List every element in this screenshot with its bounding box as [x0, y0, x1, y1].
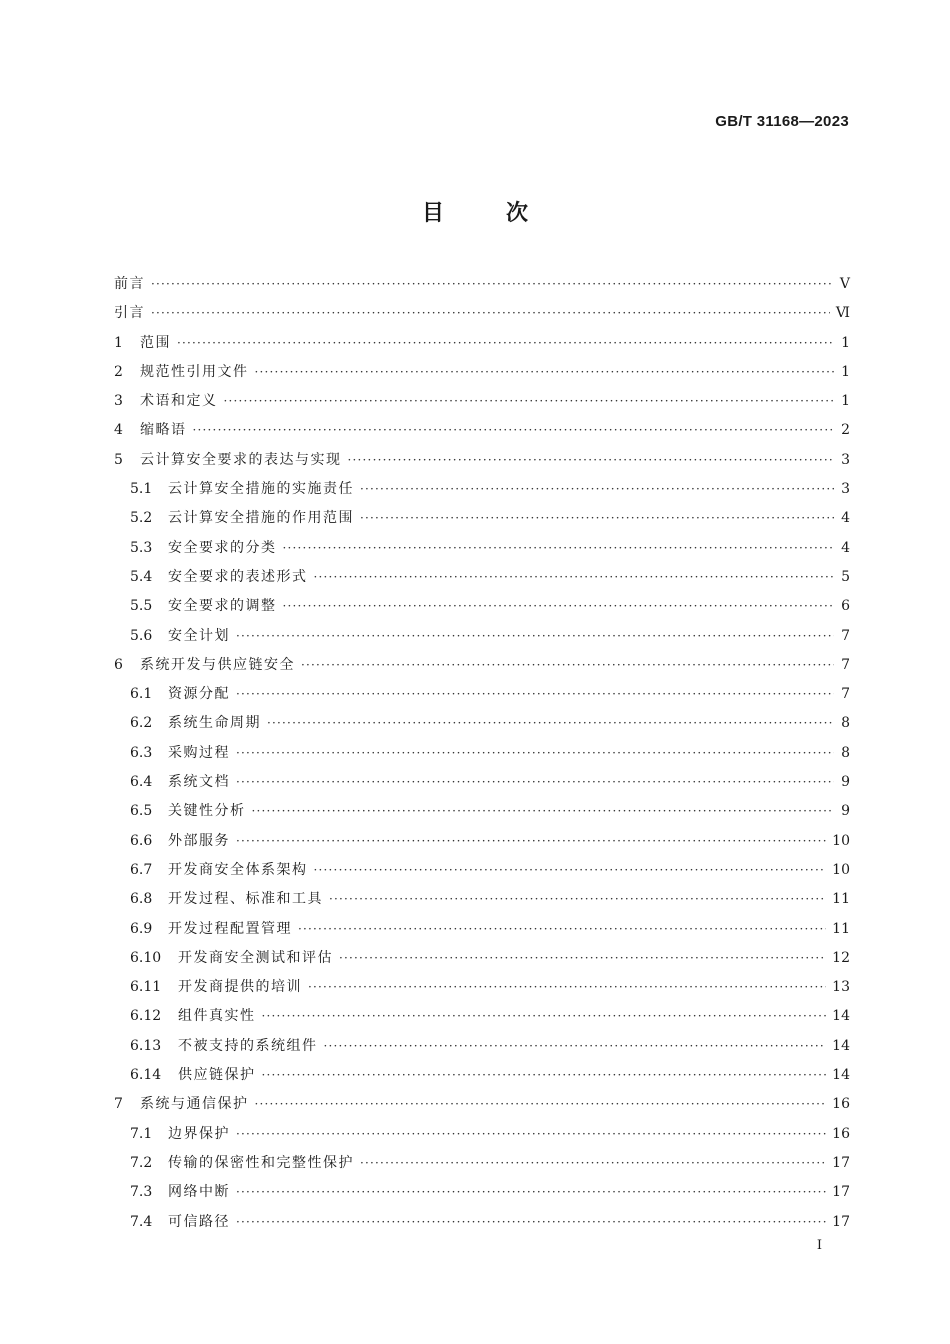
- toc-entry-title: 系统与通信保护: [140, 1096, 249, 1113]
- table-of-contents: [114, 270, 850, 1237]
- toc-entry[interactable]: [114, 1178, 850, 1207]
- toc-dot-leader: [236, 622, 834, 651]
- toc-entry[interactable]: [114, 915, 850, 944]
- toc-entry-number: 5.5: [130, 598, 153, 615]
- toc-entry-number: 6.13: [130, 1037, 162, 1054]
- toc-entry-number: 6.14: [130, 1067, 162, 1084]
- toc-entry-title: 开发商提供的培训: [178, 979, 302, 996]
- toc-entry-title: 关键性分析: [168, 803, 246, 820]
- toc-entry-title: 开发商安全体系架构: [168, 861, 308, 878]
- toc-entry-title: 可信路径: [168, 1213, 230, 1230]
- toc-entry-page: 7: [841, 627, 850, 644]
- toc-entry-number: 6.4: [130, 774, 153, 791]
- toc-dot-leader: [283, 592, 835, 621]
- toc-entry-title: 开发过程配置管理: [168, 920, 292, 937]
- toc-entry-title: 缩略语: [140, 422, 187, 439]
- toc-dot-leader: [324, 1032, 827, 1061]
- toc-entry-title: 云计算安全措施的实施责任: [168, 481, 354, 498]
- toc-entry-page: 1: [841, 363, 850, 380]
- toc-entry-page: 3: [841, 481, 850, 498]
- toc-entry[interactable]: [114, 651, 850, 680]
- toc-entry[interactable]: [114, 885, 850, 914]
- toc-entry-title: 边界保护: [168, 1125, 230, 1142]
- toc-entry-page: 17: [832, 1213, 850, 1230]
- toc-entry-page: 4: [841, 510, 850, 527]
- toc-dot-leader: [283, 534, 835, 563]
- toc-dot-leader: [298, 915, 826, 944]
- toc-entry-number: 6.2: [130, 715, 153, 732]
- toc-dot-leader: [360, 504, 834, 533]
- toc-dot-leader: [301, 651, 834, 680]
- toc-entry-number: 1: [114, 334, 123, 351]
- toc-dot-leader: [339, 944, 826, 973]
- toc-entry-page: 17: [832, 1184, 850, 1201]
- toc-entry[interactable]: [114, 299, 850, 328]
- toc-dot-leader: [236, 1120, 826, 1149]
- toc-entry-page: 9: [841, 803, 850, 820]
- toc-dot-leader: [236, 1208, 826, 1237]
- toc-entry-number: 5.6: [130, 627, 153, 644]
- toc-entry-number: 6.1: [130, 686, 153, 703]
- toc-entry-title: 传输的保密性和完整性保护: [168, 1154, 354, 1171]
- toc-entry-page: 9: [841, 774, 850, 791]
- toc-entry-page: 14: [832, 1008, 850, 1025]
- toc-entry[interactable]: [114, 1032, 850, 1061]
- toc-entry-page: 16: [832, 1125, 850, 1142]
- toc-entry[interactable]: [114, 768, 850, 797]
- toc-dot-leader: [236, 768, 834, 797]
- toc-dot-leader: [308, 973, 826, 1002]
- toc-entry-page: 17: [832, 1154, 850, 1171]
- toc-dot-leader: [193, 416, 835, 445]
- toc-entry-number: 6.8: [130, 891, 153, 908]
- toc-entry[interactable]: [114, 534, 850, 563]
- toc-dot-leader: [151, 299, 830, 328]
- toc-entry-number: 6.6: [130, 832, 153, 849]
- toc-dot-leader: [236, 680, 834, 709]
- toc-entry[interactable]: [114, 358, 850, 387]
- toc-entry-page: 4: [841, 539, 850, 556]
- toc-dot-leader: [262, 1061, 827, 1090]
- toc-entry[interactable]: [114, 827, 850, 856]
- toc-dot-leader: [329, 885, 826, 914]
- toc-entry-number: 3: [114, 393, 123, 410]
- toc-entry[interactable]: [114, 1120, 850, 1149]
- toc-dot-leader: [314, 563, 835, 592]
- toc-entry[interactable]: [114, 973, 850, 1002]
- toc-entry-number: 7: [114, 1096, 123, 1113]
- page-number: Ⅰ: [816, 1238, 822, 1253]
- toc-entry-number: 6.10: [130, 949, 162, 966]
- toc-entry[interactable]: [114, 563, 850, 592]
- toc-dot-leader: [360, 475, 834, 504]
- toc-entry-page: 14: [832, 1067, 850, 1084]
- toc-entry-title: 安全要求的分类: [168, 539, 277, 556]
- toc-entry-number: 2: [114, 363, 123, 380]
- toc-entry-title: 云计算安全措施的作用范围: [168, 510, 354, 527]
- toc-entry-number: 6.11: [130, 979, 162, 996]
- toc-entry-title: 前言: [114, 276, 145, 292]
- toc-dot-leader: [224, 387, 835, 416]
- toc-entry-title: 系统生命周期: [168, 715, 261, 732]
- toc-entry-title: 云计算安全要求的表达与实现: [140, 451, 342, 468]
- toc-entry[interactable]: [114, 797, 850, 826]
- toc-entry-title: 安全计划: [168, 627, 230, 644]
- toc-dot-leader: [236, 1178, 826, 1207]
- toc-dot-leader: [348, 446, 835, 475]
- toc-entry-number: 7.4: [130, 1213, 153, 1230]
- toc-entry-page: 8: [841, 744, 850, 761]
- toc-dot-leader: [267, 709, 834, 738]
- toc-dot-leader: [360, 1149, 826, 1178]
- toc-entry-title: 引言: [114, 305, 145, 322]
- toc-entry-page: Ⅴ: [839, 276, 850, 292]
- toc-entry-title: 规范性引用文件: [140, 363, 249, 380]
- toc-entry-page: 1: [841, 334, 850, 351]
- toc-entry-page: 8: [841, 715, 850, 732]
- toc-entry-number: 6: [114, 656, 123, 673]
- toc-entry-title: 系统文档: [168, 774, 230, 791]
- toc-dot-leader: [177, 329, 834, 358]
- toc-dot-leader: [314, 856, 827, 885]
- toc-dot-leader: [255, 1090, 827, 1119]
- toc-entry-number: 6.3: [130, 744, 153, 761]
- toc-entry-title: 范围: [140, 334, 171, 351]
- toc-entry-number: 6.5: [130, 803, 153, 820]
- toc-entry[interactable]: [114, 709, 850, 738]
- toc-entry-number: 5: [114, 451, 123, 468]
- toc-entry-page: 6: [841, 598, 850, 615]
- toc-entry[interactable]: [114, 387, 850, 416]
- toc-entry-title: 资源分配: [168, 686, 230, 703]
- toc-entry-title: 开发过程、标准和工具: [168, 891, 323, 908]
- toc-entry-title: 开发商安全测试和评估: [178, 949, 333, 966]
- toc-dot-leader: [236, 827, 826, 856]
- toc-entry-page: 7: [841, 656, 850, 673]
- toc-entry[interactable]: [114, 1090, 850, 1119]
- toc-entry[interactable]: [114, 1061, 850, 1090]
- toc-entry[interactable]: [114, 739, 850, 768]
- toc-entry-number: 7.3: [130, 1184, 153, 1201]
- toc-dot-leader: [252, 797, 835, 826]
- toc-entry-number: 5.1: [130, 481, 153, 498]
- toc-entry-page: 16: [832, 1096, 850, 1113]
- toc-entry-page: 10: [832, 832, 850, 849]
- toc-entry[interactable]: [114, 680, 850, 709]
- toc-entry-title: 网络中断: [168, 1184, 230, 1201]
- toc-entry[interactable]: [114, 270, 850, 299]
- toc-entry-number: 5.2: [130, 510, 153, 527]
- toc-entry[interactable]: [114, 475, 850, 504]
- standard-number: GB/T 31168—2023: [715, 113, 849, 130]
- toc-entry[interactable]: [114, 446, 850, 475]
- toc-entry[interactable]: [114, 856, 850, 885]
- toc-entry-title: 供应链保护: [178, 1067, 256, 1084]
- toc-entry[interactable]: [114, 1149, 850, 1178]
- toc-dot-leader: [255, 358, 835, 387]
- toc-entry-number: 7.1: [130, 1125, 153, 1142]
- toc-dot-leader: [236, 739, 834, 768]
- toc-entry-number: 5.3: [130, 539, 153, 556]
- toc-entry-page: 2: [841, 422, 850, 439]
- toc-entry-page: 12: [832, 949, 850, 966]
- toc-entry-page: 11: [832, 891, 850, 908]
- toc-entry-title: 组件真实性: [178, 1008, 256, 1025]
- toc-entry[interactable]: [114, 416, 850, 445]
- toc-entry-page: 7: [841, 686, 850, 703]
- toc-entry-page: 13: [832, 979, 850, 996]
- toc-entry-number: 5.4: [130, 568, 153, 585]
- toc-entry-number: 6.12: [130, 1008, 162, 1025]
- toc-entry-page: 14: [832, 1037, 850, 1054]
- toc-entry[interactable]: [114, 1208, 850, 1237]
- toc-entry[interactable]: [114, 592, 850, 621]
- toc-entry-number: 6.9: [130, 920, 153, 937]
- toc-entry-page: 1: [841, 393, 850, 410]
- toc-entry-page: 11: [832, 920, 850, 937]
- toc-entry[interactable]: [114, 504, 850, 533]
- toc-entry[interactable]: [114, 622, 850, 651]
- toc-entry-title: 安全要求的表述形式: [168, 568, 308, 585]
- toc-entry-title: 术语和定义: [140, 393, 218, 410]
- toc-entry[interactable]: [114, 329, 850, 358]
- page-title: 目次: [421, 201, 590, 226]
- toc-entry-number: 7.2: [130, 1154, 153, 1171]
- toc-dot-leader: [262, 1002, 827, 1031]
- toc-entry-page: Ⅵ: [835, 305, 850, 322]
- toc-entry-page: 10: [832, 861, 850, 878]
- toc-entry-title: 安全要求的调整: [168, 598, 277, 615]
- toc-entry-title: 不被支持的系统组件: [178, 1037, 318, 1054]
- toc-entry[interactable]: [114, 944, 850, 973]
- toc-entry-number: 6.7: [130, 861, 153, 878]
- toc-entry-title: 采购过程: [168, 744, 230, 761]
- toc-entry-page: 3: [841, 451, 850, 468]
- toc-entry-page: 5: [841, 568, 850, 585]
- toc-entry-number: 4: [114, 422, 123, 439]
- toc-dot-leader: [151, 270, 834, 299]
- toc-entry-title: 外部服务: [168, 832, 230, 849]
- toc-entry-title: 系统开发与供应链安全: [140, 656, 295, 673]
- toc-entry[interactable]: [114, 1002, 850, 1031]
